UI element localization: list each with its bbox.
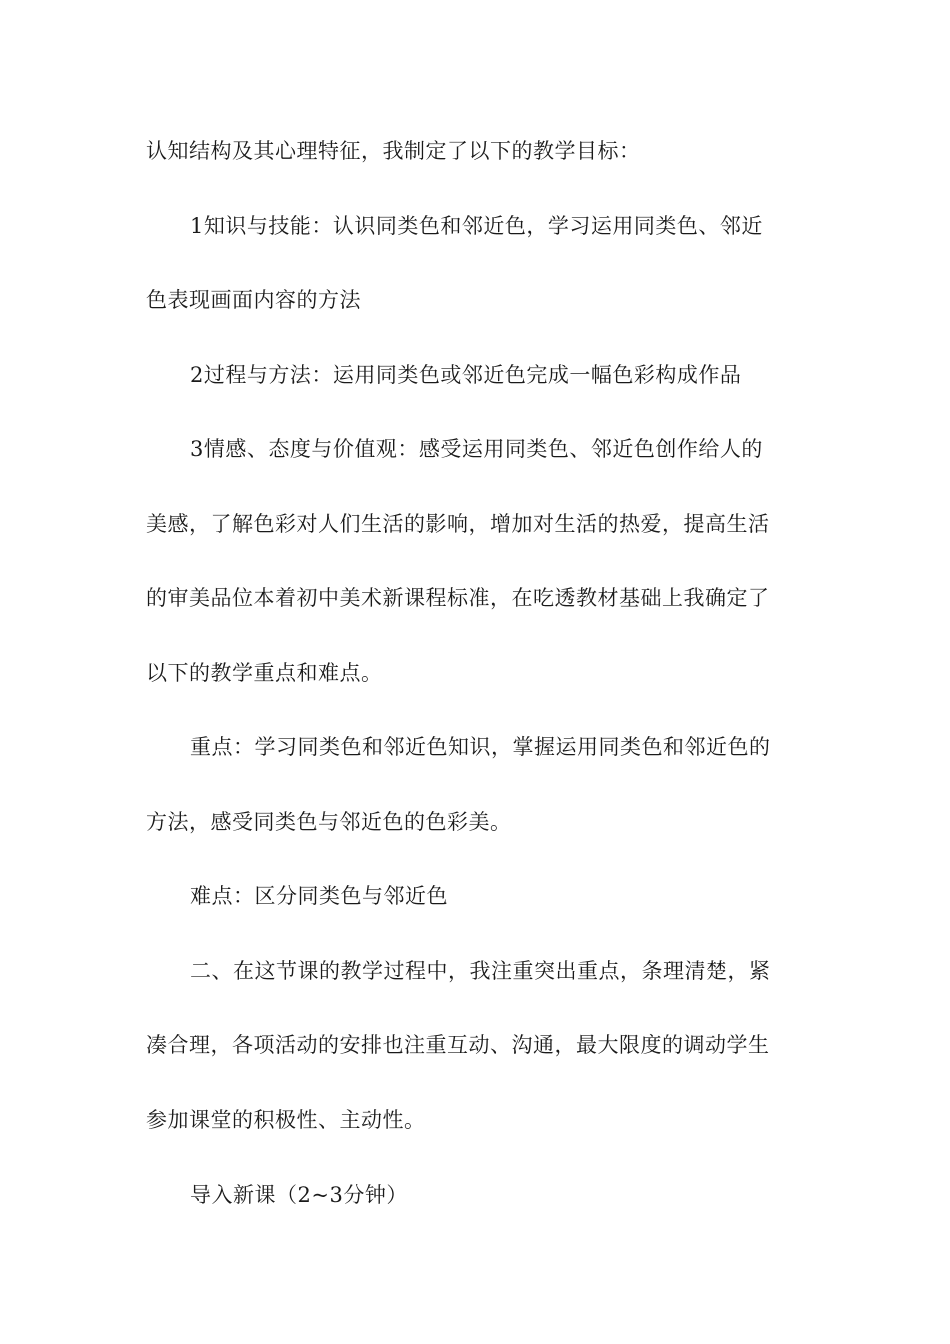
text-line-2: 1知识与技能：认识同类色和邻近色，学习运用同类色、邻近	[190, 214, 763, 238]
text-line-3: 色表现画面内容的方法	[146, 288, 361, 312]
text-line-10: 方法，感受同类色与邻近色的色彩美。	[146, 810, 512, 834]
text-line-14: 参加课堂的积极性、主动性。	[146, 1108, 426, 1132]
text-line-12: 二、在这节课的教学过程中，我注重突出重点，条理清楚，紧	[190, 959, 771, 983]
text-line-1: 认知结构及其心理特征，我制定了以下的教学目标：	[146, 139, 641, 163]
text-line-4: 2过程与方法：运用同类色或邻近色完成一幅色彩构成作品	[190, 363, 742, 387]
text-line-6: 美感，了解色彩对人们生活的影响，增加对生活的热爱，提高生活	[146, 512, 770, 536]
text-line-9: 重点：学习同类色和邻近色知识，掌握运用同类色和邻近色的	[190, 735, 771, 759]
text-line-8: 以下的教学重点和难点。	[146, 661, 383, 685]
text-line-11: 难点：区分同类色与邻近色	[190, 884, 448, 908]
text-line-5: 3情感、态度与价值观：感受运用同类色、邻近色创作给人的	[190, 437, 763, 461]
text-line-7: 的审美品位本着初中美术新课程标准，在吃透教材基础上我确定了	[146, 586, 770, 610]
text-line-13: 凑合理，各项活动的安排也注重互动、沟通，最大限度的调动学生	[146, 1033, 770, 1057]
text-line-15: 导入新课（2~3分钟）	[190, 1183, 408, 1207]
